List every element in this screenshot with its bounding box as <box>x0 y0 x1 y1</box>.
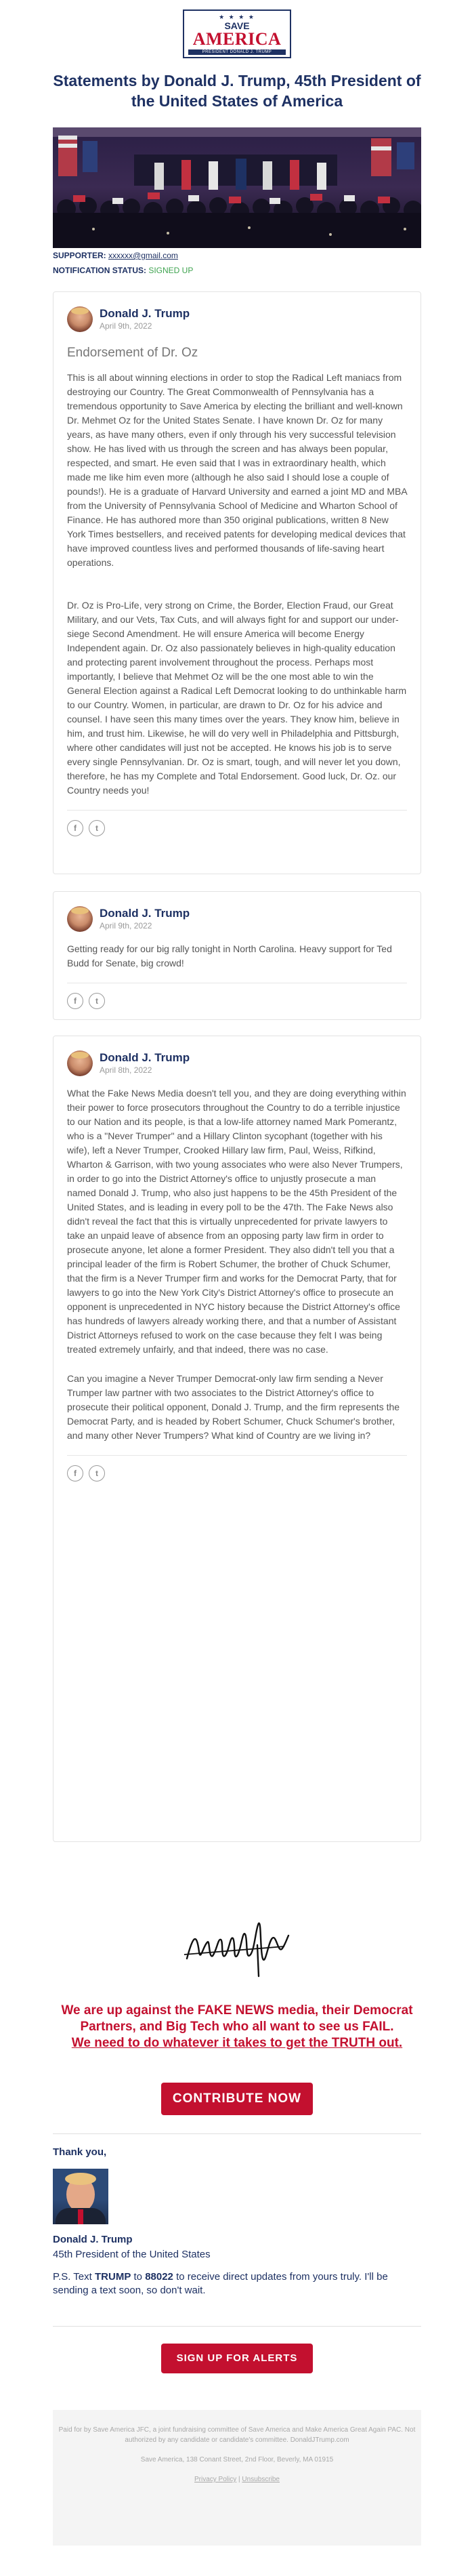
logo-america-text: AMERICA <box>192 29 282 49</box>
author-name: Donald J. Trump <box>100 907 190 920</box>
statement-card <box>53 1036 421 1842</box>
supporter-email-link[interactable]: xxxxxx@gmail.com <box>108 251 178 260</box>
footer-links <box>53 2474 421 2485</box>
rally-hero-image <box>53 127 421 248</box>
footer-address: Save America, 138 Conant Street, 2nd Floor, Beverly, MA 01915 <box>140 2456 334 2463</box>
twitter-icon[interactable]: t <box>89 820 105 836</box>
logo-stars: ★ ★ ★ ★ <box>219 14 255 20</box>
footer-separator: | <box>236 2476 242 2483</box>
author-avatar <box>67 906 93 932</box>
twitter-icon[interactable]: t <box>89 993 105 1009</box>
privacy-policy-link[interactable]: Privacy Policy <box>194 2476 237 2483</box>
statement-body <box>67 371 407 798</box>
save-america-logo[interactable] <box>183 9 291 58</box>
statement-header <box>67 306 407 333</box>
facebook-icon[interactable]: f <box>67 820 83 836</box>
statement-date: April 9th, 2022 <box>100 321 152 331</box>
portrait-hair <box>65 2173 96 2185</box>
supporter-line <box>53 251 178 260</box>
statement-header <box>67 1050 407 1077</box>
statement-date: April 9th, 2022 <box>100 921 152 931</box>
logo-tagline: PRESIDENT DONALD J. TRUMP <box>188 49 286 55</box>
footer-paid-for: Paid for by Save America JFC, a joint fundraising committee of Save America and Make America Great Again PAC. Not authorized by any candidate or candidate's committee. DonaldJTrump.com <box>58 2426 416 2444</box>
ps-middle: to <box>131 2271 146 2283</box>
twitter-icon[interactable]: t <box>89 1465 105 1481</box>
share-bar <box>67 983 407 1018</box>
page-title: Statements by Donald J. Trump, 45th President of the United States of America <box>53 72 421 110</box>
alert-line-2: We need to do whatever it takes to get the TRUTH out. <box>71 2036 403 2050</box>
supporter-label: SUPPORTER: <box>53 251 106 260</box>
statement-card <box>53 891 421 1020</box>
rally-crowd-illustration <box>53 127 421 248</box>
ps-text <box>53 2270 421 2297</box>
divider <box>53 2133 421 2134</box>
statement-body <box>67 942 407 970</box>
notification-status-line <box>53 266 193 275</box>
statement-paragraph: Getting ready for our big rally tonight in North Carolina. Heavy support for Ted Budd for Senate, big crowd! <box>67 943 392 968</box>
statement-paragraph: What the Fake News Media doesn't tell you, and they are doing everything within their power to force prosecutors throughout the Country to do a terrible injustice to our Nation and its people, is that a low-life attorney named Mark Pomerantz, who is a "Never Trumper" and a Hillary Clinton sycophant (together with his wife), left a Never Trumper, Crooked Hillary law firm, Paul, Weiss, Rifkind, Wharton & Garrison, with two young associates who were also Never Trumpers, in order to go into the District Attorney's office to unjustly prosecute a man named Donald J. Trump, who also just happens to be the 45th President of the United States, and is leading in every poll to be the 47th. The Fake News also didn't reveal the fact that this is virtually unprecedented for private lawyers to take an unpaid leave of absence from an opposing party law firm in order to prosecute anyone, let alone a former President. They also didn't tell you that a principal leader of the firm is Robert Schumer, the brother of Chuck Schumer, that the firm is a Never Trumper firm and works for the Democrat Party, that for lawyers to go into the New York City's District Attorney's office to prosecute an opponent is unprecedented in NYC history because the District Attorney's office has hundreds of lawyers already working there, and that a number of Assistant District Attorneys refused to work on the case because they felt I was being treated extremely unfairly, and that indeed, there was no case. <box>67 1088 406 1355</box>
author-name: Donald J. Trump <box>100 1051 190 1064</box>
ps-number: 88022 <box>145 2271 173 2283</box>
statement-date: April 8th, 2022 <box>100 1065 152 1075</box>
fake-news-alert <box>41 2003 433 2051</box>
notification-label: NOTIFICATION STATUS: <box>53 266 146 275</box>
statement-body <box>67 1086 407 1443</box>
signer-name: Donald J. Trump <box>53 2234 133 2245</box>
author-avatar <box>67 1050 93 1076</box>
statement-title: Endorsement of Dr. Oz <box>67 346 198 360</box>
statement-header <box>67 905 407 933</box>
sign-up-for-alerts-button[interactable]: SIGN UP FOR ALERTS <box>161 2344 313 2373</box>
facebook-icon[interactable]: f <box>67 993 83 1009</box>
statement-card <box>53 291 421 874</box>
portrait-tie <box>78 2209 83 2224</box>
unsubscribe-link[interactable]: Unsubscribe <box>242 2476 280 2483</box>
trump-signature <box>183 1911 291 1979</box>
ps-keyword: TRUMP <box>95 2271 131 2283</box>
share-bar <box>67 1455 407 1490</box>
facebook-icon[interactable]: f <box>67 1465 83 1481</box>
author-name: Donald J. Trump <box>100 307 190 320</box>
thanks-text: Thank you, <box>53 2146 107 2158</box>
ps-prefix: P.S. Text <box>53 2271 95 2283</box>
statement-paragraph: Dr. Oz is Pro-Life, very strong on Crime, the Border, Election Fraud, our Great Military, and our Vets, Tax Cuts, and will always fight for and support our under-siege Second Amendment. He will ensure America will become Energy Independent again. Dr. Oz also passionately believes in high-quality education and protecting parent involvement throughout the process. Perhaps most importantly, I believe that Mehmet Oz will be the one most able to win the General Election against a Radical Left Democrat looking to do unthinkable harm to our Country. Women, in particular, are drawn to Dr. Oz for his advice and counsel. I have seen this many times over the years. They know him, believe in him, and trust him. Likewise, he will do very well in Philadelphia and Pittsburgh, where other candidates will just not be accepted. He knows his job is to serve every single Pennsylvanian. Dr. Oz is smart, tough, and will never let you down, therefore, he has my Complete and Total Endorsement. Good luck, Dr. Oz. our Country needs you! <box>67 600 407 796</box>
trump-portrait <box>53 2169 108 2224</box>
footer <box>53 2410 421 2546</box>
logo-save-text: SAVE <box>224 20 250 31</box>
statement-paragraph: Can you imagine a Never Trumper Democrat-only law firm sending a Never Trumper law partner with two associates to the District Attorney's office to prosecute their political opponent, Donald J. Trump, and the firm represents the Democrat Party, and is headed by Robert Schumer, Chuck Schumer's brother, and many other Never Trumpers? What kind of Country are we living in? <box>67 1373 400 1441</box>
share-bar <box>67 810 407 845</box>
statement-paragraph: This is all about winning elections in order to stop the Radical Left maniacs from destroying our Country. The Great Commonwealth of Pennsylvania has a tremendous opportunity to Save America by electing the brilliant and well-known Dr. Mehmet Oz for the United States Senate. I have known Dr. Oz for many years, as have many others, even if only through his very successful television show. He has lived with us through the screen and has always been popular, respected, and smart. He even said that I was in extraordinary health, which made me like him even more (although he also said I should lose a couple of pounds!). He is a graduate of Harvard University and earned a joint MD and MBA from the University of Pennsylvania School of Medicine and Wharton School of Finance. He has authored more than 350 original publications, written 8 New York Times bestsellers, and received patents for developing medical devices that have improved countless lives and performed thousands of life-saving heart operations. <box>67 372 407 568</box>
divider <box>53 2326 421 2327</box>
contribute-now-button[interactable]: CONTRIBUTE NOW <box>161 2083 313 2115</box>
notification-status-badge: SIGNED UP <box>148 266 194 275</box>
ps-suffix: to receive direct updates from yours truly. I'll be sending a text soon, so don't wait. <box>53 2271 388 2296</box>
signer-role: 45th President of the United States <box>53 2249 211 2260</box>
alert-line-1: We are up against the FAKE NEWS media, their Democrat Partners, and Big Tech who all want to see us FAIL. <box>61 2003 413 2034</box>
author-avatar <box>67 306 93 332</box>
